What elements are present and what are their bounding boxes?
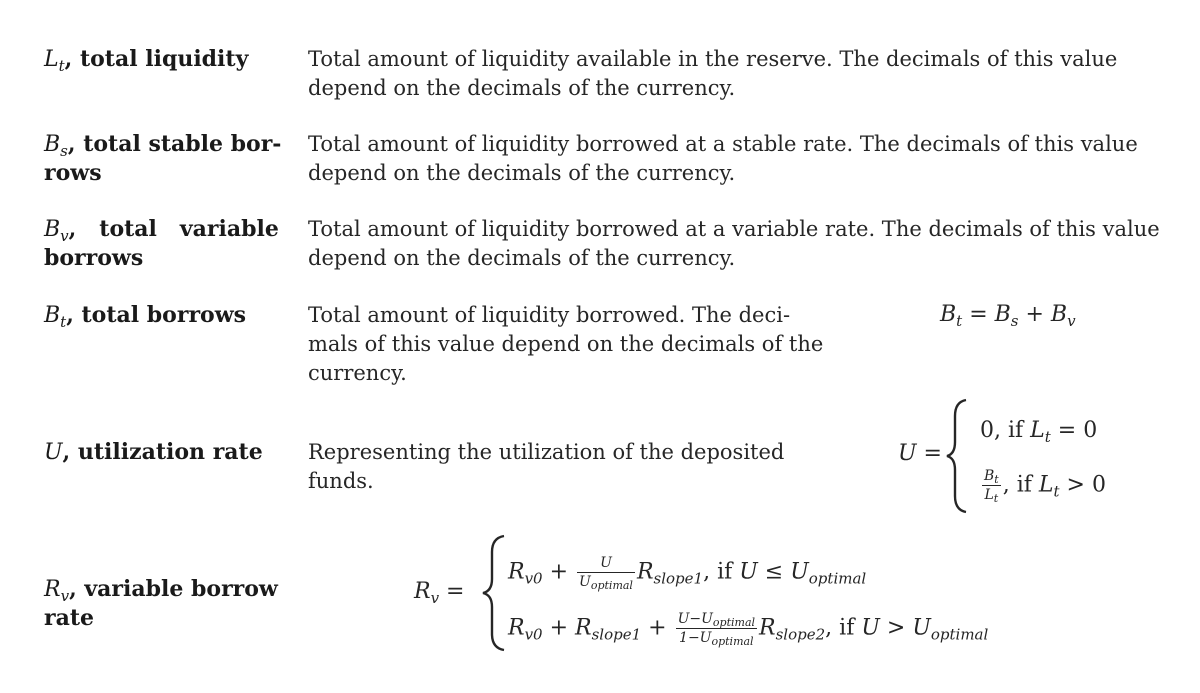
term-symbol: $B_s$ [44,132,68,160]
term-symbol: $B_v$ [44,217,69,245]
fraction: $\frac{U-U_{optimal}}{1-U_{optimal}}$ [677,611,756,648]
fraction: $\frac{B_t}{L_t}$ [984,468,999,505]
term-name-cont: rows [44,160,102,186]
description-total-borrows: Total amount of liquidity borrowed. The deci-mals of this value depend on the decimals of the currency. [308,303,824,385]
term-total-stable-borrows [44,130,281,187]
left-brace-icon [944,398,970,514]
formula-utilization-case-2: $\frac{B_t}{L_t}$ , if $L_t > 0$ [984,468,1106,505]
term-total-liquidity [44,45,248,74]
term-variable-borrow-rate [44,575,278,632]
formula-variable-rate-lhs: $R_v$ = [414,579,465,607]
term-name-cont: borrows [44,245,144,271]
term-name: , utilization rate [62,439,263,465]
description-total-stable-borrows: Total amount of liquidity borrowed at a stable rate. The decimals of this value depend on the decimals of the currency. [308,132,1138,185]
term-name-cont: rate [44,605,95,631]
term-name: , total borrows [66,302,247,328]
term-name: , total stable bor- [67,131,282,157]
term-utilization-rate [44,438,263,467]
term-total-borrows [44,301,246,330]
formula-variable-rate-case-1: $R_{v0}$ + $\frac{U}{U_{optimal}}$ $R_{slope1}$, if $U \le U_{optimal}$ [508,555,867,592]
term-symbol: U [44,440,63,465]
fraction: $\frac{U}{U_{optimal}}$ [579,555,633,592]
term-name: , variable borrow [69,576,278,602]
formula-variable-rate-case-2: $R_{v0} + R_{slope1}$ + $\frac{U-U_{optimal}}{1-U_{optimal}}$ $R_{slope2}$, if $U > U_{optimal}$ [508,611,989,648]
formula-utilization-lhs: U = [898,441,942,466]
term-symbol: $B_t$ [44,303,67,331]
term-symbol: $L_t$ [44,47,65,75]
left-brace-icon [480,534,508,652]
formula-total-borrows: $B_t = B_s + B_v$ [940,302,1076,330]
description-total-liquidity: Total amount of liquidity available in the reserve. The decimals of this value depend on the decimals of the currency. [308,47,1118,100]
description-total-variable-borrows: Total amount of liquidity borrowed at a variable rate. The decimals of this value depend on the decimals of the currency. [308,217,1160,270]
term-name: , total liquidity [64,46,249,72]
term-total-variable-borrows [44,215,279,272]
term-name: , total variable [68,216,279,242]
term-symbol: $R_v$ [44,577,70,605]
description-utilization-rate: Representing the utilization of the deposited funds. [308,440,785,493]
formula-utilization-case-1: 0, if $L_t = 0$ [980,418,1098,446]
